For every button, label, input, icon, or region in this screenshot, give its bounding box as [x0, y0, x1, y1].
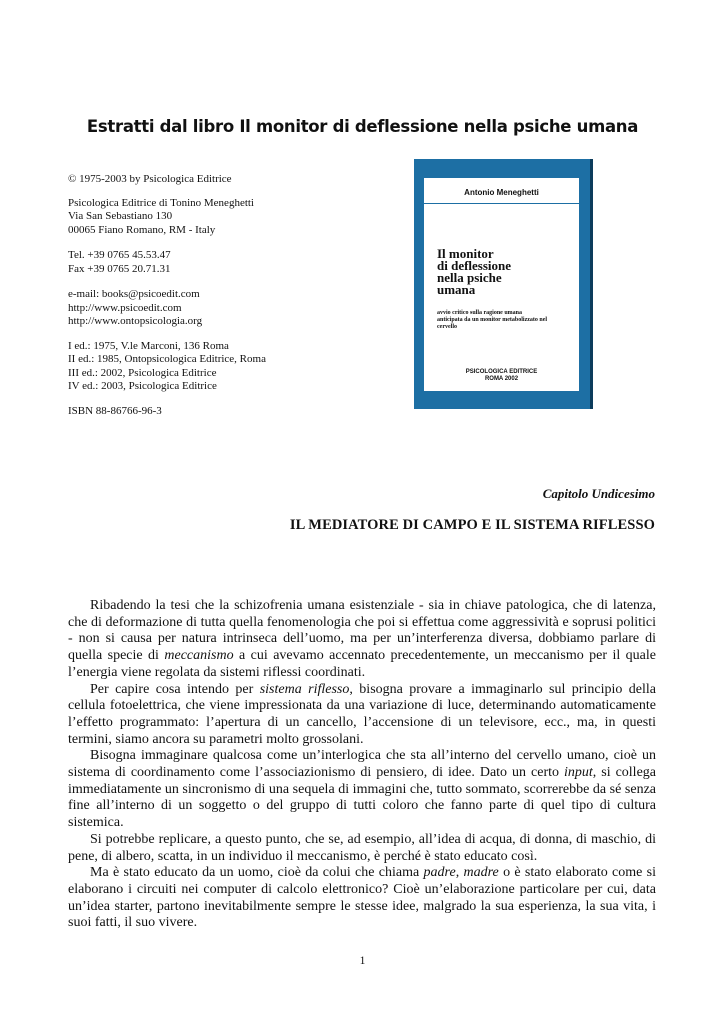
emphasis: input [564, 765, 593, 781]
fax-number: Fax +39 0765 20.71.31 [68, 262, 171, 275]
cover-author: Antonio Meneghetti [464, 188, 539, 197]
cover-subtitle-line: cervello [437, 324, 457, 330]
paragraph-text: Per capire cosa intendo per [90, 681, 260, 697]
email-address: e-mail: books@psicoedit.com [68, 288, 200, 300]
paragraph-text: a cui avevamo accennato precedentemente, un meccanismo per il quale l’energia viene regolata da sistemi riflessi coordinati. [68, 648, 656, 680]
paragraph: Si potrebbe replicare, a questo punto, che se, ad esempio, all’idea di acqua, di donna, di maschio, di pene, di albero, scatta, in un individuo il meccanismo, è perché è stato educato così. [68, 831, 656, 864]
cover-title-line: nella psiche [437, 270, 502, 285]
cover-title [437, 248, 577, 296]
emphasis: sistema riflesso [259, 681, 350, 697]
paragraph [68, 748, 656, 832]
publication-info [68, 173, 388, 418]
paragraph-text: Ribadendo la tesi che la schizofrenia umana esistenziale - sia in chiave patologica, che di latenza, che di deformazione di tutta quella fenomenologia che poi si effettua come aggressività e soprusi politici - non si causa per natura intrinseca dell’uomo, ma per un’interferenza diversa, dobbiamo parlare di quella specie di [68, 598, 656, 664]
cover-publisher [424, 369, 579, 383]
paragraph-text: Ma è stato educato da un uomo, cioè da colui che chiama [90, 865, 424, 881]
cover-publisher-line: PSICOLOGICA EDITRICE [465, 369, 538, 375]
cover-title-line: umana [437, 282, 476, 297]
emphasis: padre [423, 865, 456, 881]
paragraph-text: o è stato elaborato come si elaborano i circuiti nei computer di calcolo elettronico? Cioè un’elaborazione particolare per cui, data un’idea starter, partono inevitabilmente sempre le stesse idee, malgrado la sua esperienza, la sua vita, i suoi fatti, il suo vivere. [68, 865, 657, 931]
page-number: 1 [359, 955, 366, 967]
edition-1: I ed.: 1975, V.le Marconi, 136 Roma [68, 339, 229, 352]
website-ontopsicologia: http://www.ontopsicologia.org [68, 315, 203, 327]
isbn: ISBN 88-86766-96-3 [68, 404, 162, 417]
paragraph-text: , si collega immediatamente un sincronismo di una sequela di immagini che, tutto sommato, scorrerebbe da sé senza fine all’interno di un soggetto o del gruppo di tutti coloro che fanno parte di quel tipo di cultura sistemica. [68, 765, 657, 831]
paragraph [68, 865, 656, 932]
edition-2: II ed.: 1985, Ontopsicologica Editrice, Roma [68, 353, 266, 365]
copyright-line: © 1975-2003 by Psicologica Editrice [68, 173, 232, 185]
emphasis: madre [463, 865, 499, 881]
paragraph-text: , bisogna provare a immaginarlo sul principio della cellula fotoelettrica, che viene impressionata da una variazione di luce, determinando automaticamente l’effetto programmato: l’apertura di un cancello, l’accensione di un televisore, ecc., ma, in questi termini, siamo ancora su parametri molto grossolani. [68, 681, 656, 747]
emphasis: meccanismo [164, 648, 234, 664]
paragraph-text: , [455, 865, 464, 881]
book-cover-image [414, 159, 590, 409]
edition-3: III ed.: 2002, Psicologica Editrice [68, 366, 217, 379]
paragraph-text: Bisogna immaginare qualcosa come un’interlogica che sta all’interno del cervello umano, cioè un sistema di coordinamento come l’associazionismo di pensiero, di idee. Dato un certo [68, 748, 656, 781]
publisher-city: 00065 Fiano Romano, RM - Italy [68, 223, 216, 236]
cover-title-line: di deflessione [437, 258, 512, 273]
book-cover-panel [424, 178, 579, 391]
edition-4: IV ed.: 2003, Psicologica Editrice [68, 380, 217, 392]
paragraph [68, 598, 656, 682]
chapter-title: IL MEDIATORE DI CAMPO E IL SISTEMA RIFLESSO [289, 517, 655, 533]
cover-title-line: Il monitor [437, 246, 494, 261]
cover-publisher-line: ROMA 2002 [484, 376, 519, 382]
page-title: Estratti dal libro Il monitor di deflessione nella psiche umana [86, 117, 639, 136]
cover-subtitle-line: anticipata da un monitor metabolizzato nel [437, 317, 548, 323]
cover-subtitle [437, 310, 577, 331]
publisher-name: Psicologica Editrice di Tonino Meneghetti [68, 196, 254, 209]
cover-subtitle-line: avvio critico sulla ragione umana [437, 310, 522, 316]
body-text [68, 598, 656, 932]
chapter-label: Capitolo Undicesimo [542, 486, 655, 501]
publisher-street: Via San Sebastiano 130 [68, 210, 173, 222]
website-psicoedit: http://www.psicoedit.com [68, 301, 182, 314]
paragraph [68, 682, 656, 749]
cover-divider [424, 203, 579, 204]
phone-number: Tel. +39 0765 45.53.47 [68, 249, 171, 261]
